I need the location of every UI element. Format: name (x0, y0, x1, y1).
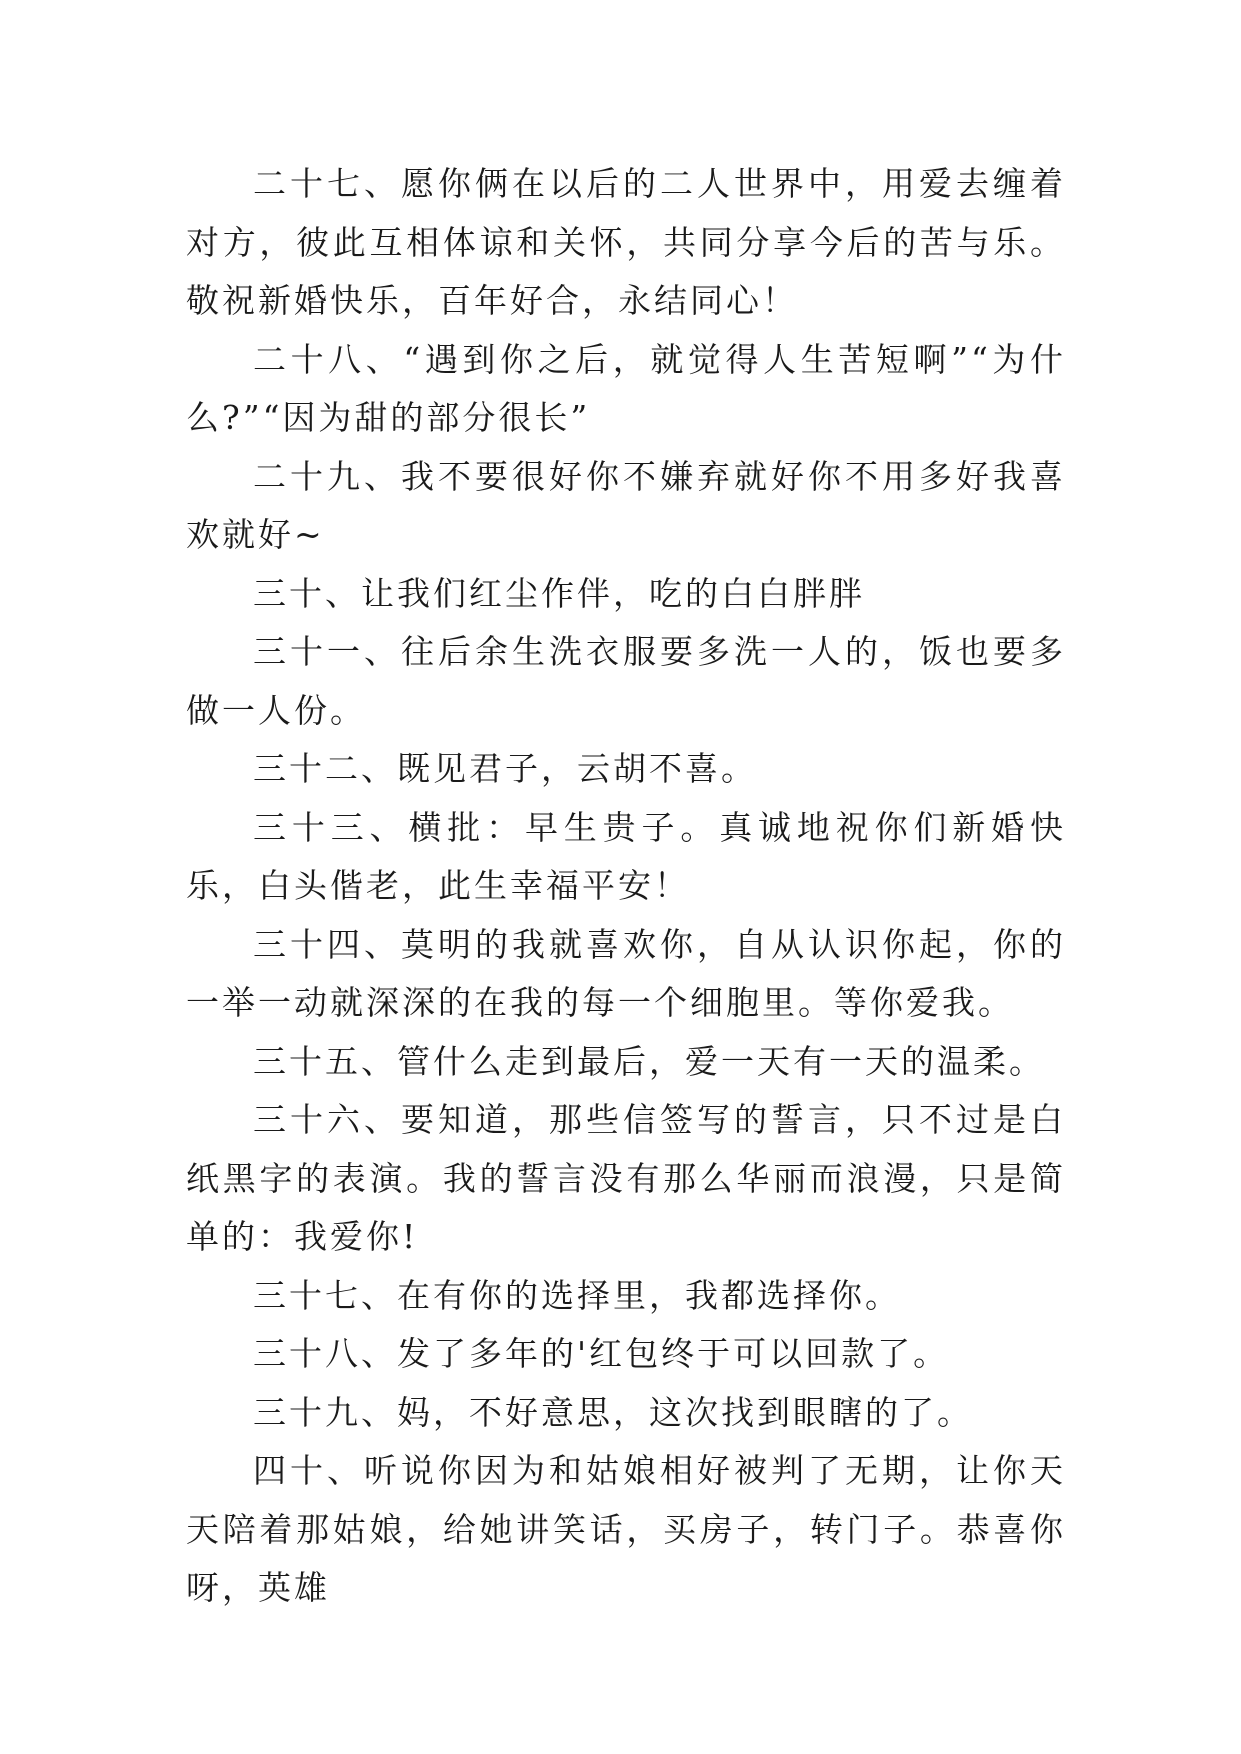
paragraph-32: 三十二、既见君子，云胡不喜。 (253, 749, 757, 788)
paragraph-27: 二十七、愿你俩在以后的二人世界中，用爱去缠着对方，彼此互相体谅和关怀，共同分享今后的苦与乐。敬祝新婚快乐，百年好合，永结同心！ (186, 164, 1066, 320)
paragraph-33: 三十三、横批：早生贵子。真诚地祝你们新婚快乐，白头偕老，此生幸福平安！ (186, 807, 1066, 905)
paragraph-31: 三十一、往后余生洗衣服要多洗一人的，饭也要多做一人份。 (186, 632, 1066, 730)
paragraph-30: 三十、让我们红尘作伴，吃的白白胖胖 (253, 573, 865, 613)
paragraph-40: 四十、听说你因为和姑娘相好被判了无期，让你天天陪着那姑娘，给她讲笑话，买房子，转门子。恭喜你呀，英雄 (186, 1451, 1066, 1607)
paragraph-35: 三十五、管什么走到最后，爱一天有一天的温柔。 (253, 1041, 1045, 1081)
document-body (186, 155, 1066, 1618)
paragraph-28: 二十八、“遇到你之后，就觉得人生苦短啊”“为什么?”“因为甜的部分很长” (186, 339, 1066, 437)
paragraph-36: 三十六、要知道，那些信签写的誓言，只不过是白纸黑字的表演。我的誓言没有那么华丽而浪漫，只是简单的：我爱你! (186, 1100, 1066, 1256)
paragraph-38: 三十八、发了多年的'红包终于可以回款了。 (253, 1334, 950, 1373)
paragraph-34: 三十四、莫明的我就喜欢你，自从认识你起，你的一举一动就深深的在我的每一个细胞里。等你爱我。 (186, 924, 1066, 1022)
paragraph-37: 三十七、在有你的选择里，我都选择你。 (253, 1275, 901, 1315)
paragraph-39: 三十九、妈，不好意思，这次找到眼瞎的了。 (253, 1392, 973, 1432)
paragraph-29: 二十九、我不要很好你不嫌弃就好你不用多好我喜欢就好~ (186, 456, 1066, 554)
